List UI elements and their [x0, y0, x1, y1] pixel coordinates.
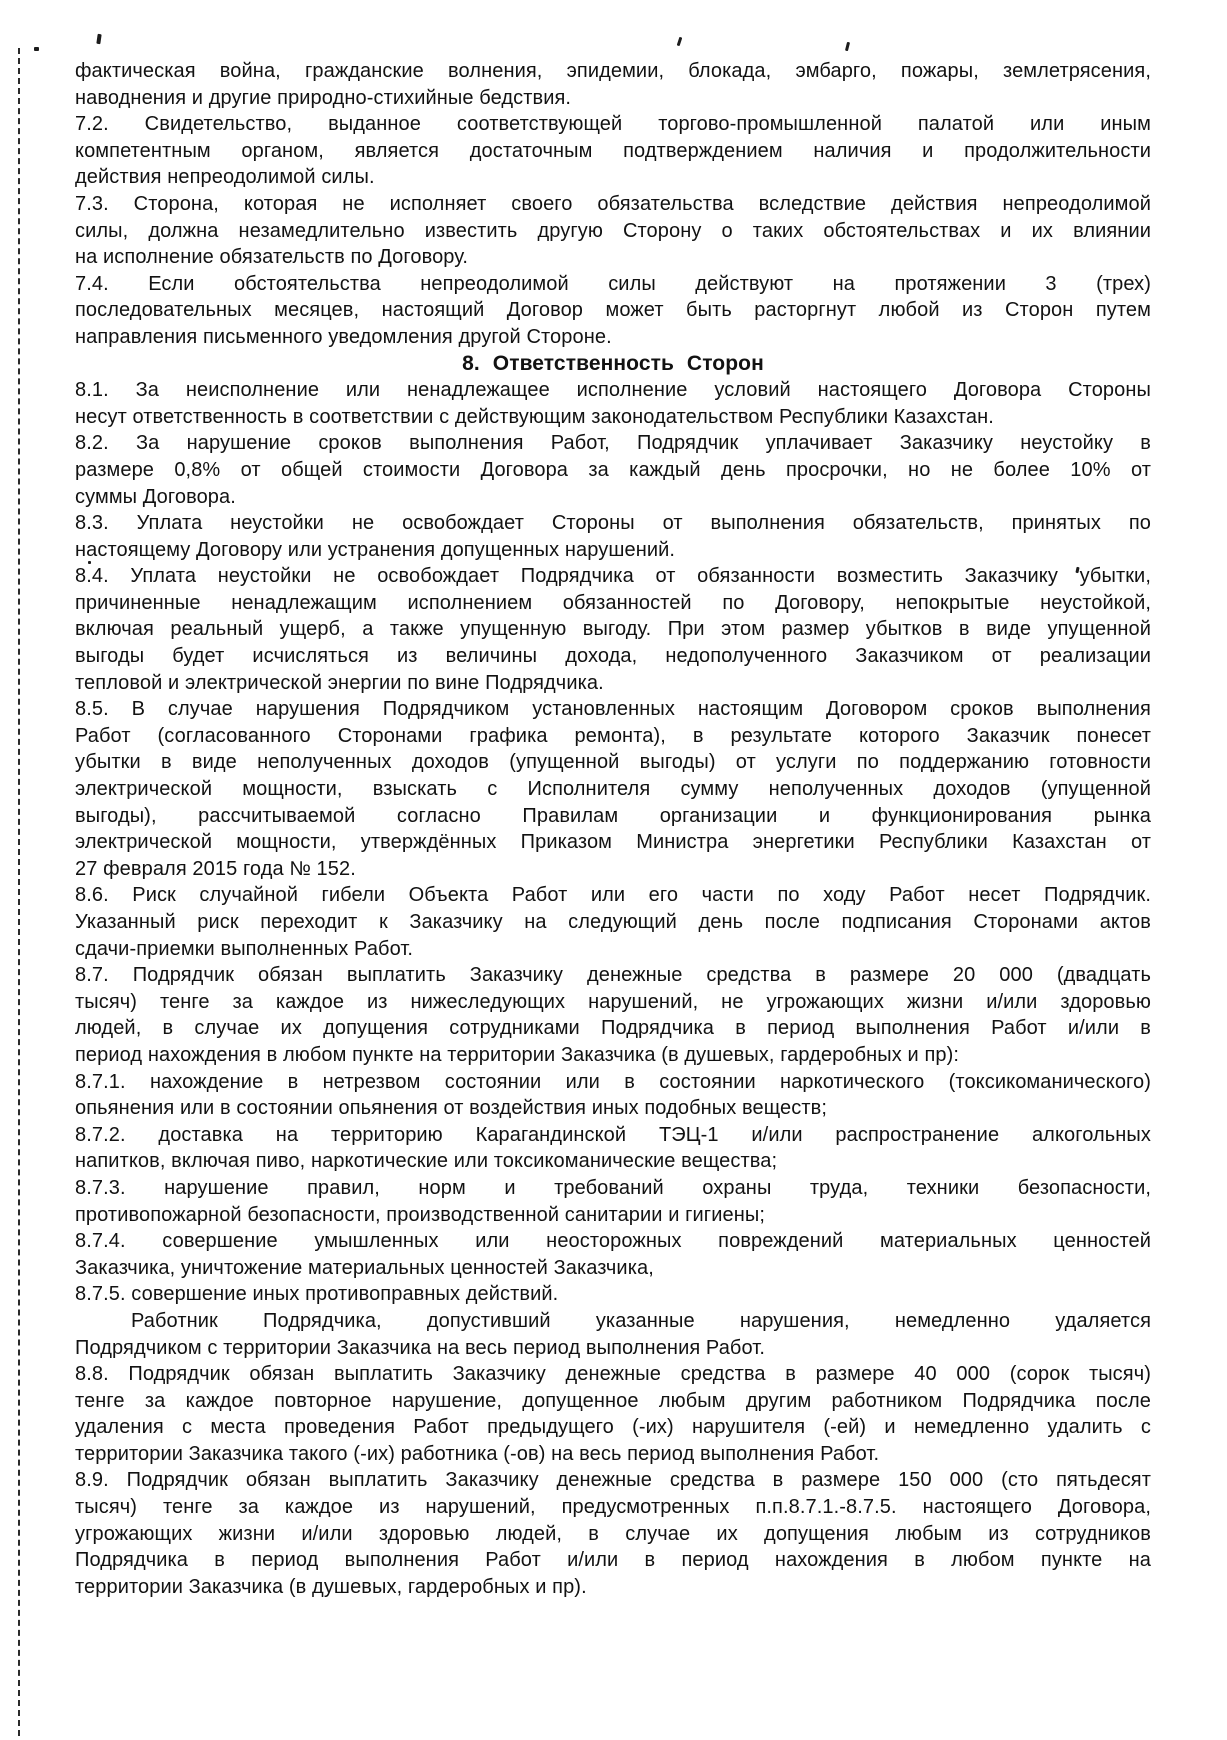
text-line: компетентным органом, является достаточным подтверждением наличия и продолжительности	[75, 139, 1151, 162]
paragraph-clause-7-3	[75, 191, 1151, 271]
section-8-heading	[75, 351, 1151, 378]
text-line: 27 февраля 2015 года № 152.	[75, 857, 356, 880]
text-line: последовательных месяцев, настоящий Договор может быть расторгнут любой из Сторон путем	[75, 299, 1151, 322]
paragraph-worker-removal-note	[75, 1308, 1151, 1361]
text-line: 8.5. В случае нарушения Подрядчиком установленных настоящим Договором сроков выполнения	[75, 698, 1151, 721]
text-line: 7.4. Если обстоятельства непреодолимой силы действуют на протяжении 3 (трех)	[75, 272, 1151, 295]
text-line: причиненные ненадлежащим исполнением обязанностей по Договору, непокрытые неустойкой,	[75, 591, 1151, 614]
text-line: Работ (согласованного Сторонами графика ремонта), в результате которого Заказчик понесет	[75, 724, 1151, 747]
text-line: удаления с места проведения Работ предыдущего (-их) нарушителя (-ей) и немедленно удалить с	[75, 1416, 1151, 1439]
text-line: территории Заказчика (в душевых, гардеробных и пр).	[75, 1575, 587, 1598]
paragraph-clause-8-6	[75, 882, 1151, 962]
text-line: электрической мощности, взыскать с Исполнителя сумму неполученных доходов (упущенной	[75, 778, 1151, 801]
paragraph-clause-8-5	[75, 696, 1151, 882]
paragraph-force-majeure-continuation	[75, 58, 1151, 111]
text-line: тысяч) тенге за каждое из нарушений, предусмотренных п.п.8.7.1.-8.7.5. настоящего Договора,	[75, 1496, 1151, 1519]
text-line: размере 0,8% от общей стоимости Договора за каждый день просрочки, но не более 10% от	[75, 458, 1151, 481]
scan-artifact-speck	[677, 37, 683, 46]
text-line: выгоды будет исчисляться из величины дохода, недополученного Заказчиком от реализации	[75, 645, 1151, 668]
text-line: настоящему Договору или устранения допущенных нарушений.	[75, 538, 676, 561]
paragraph-clause-8-1	[75, 377, 1151, 430]
text-line: 8.7. Подрядчик обязан выплатить Заказчику денежные средства в размере 20 000 (двадцать	[75, 964, 1151, 987]
paragraph-clause-7-4	[75, 271, 1151, 351]
paragraph-clause-8-7-4	[75, 1228, 1151, 1281]
text-line: силы, должна незамедлительно известить другую Сторону о таких обстоятельствах и их влиянии	[75, 219, 1151, 242]
paragraph-clause-8-8	[75, 1361, 1151, 1467]
text-line: тенге за каждое повторное нарушение, допущенное любым другим работником Подрядчика после	[75, 1389, 1151, 1412]
text-line: направления письменного уведомления другой Стороне.	[75, 325, 612, 348]
paragraph-clause-8-7-1	[75, 1069, 1151, 1122]
text-line: Указанный риск переходит к Заказчику на следующий день после подписания Сторонами актов	[75, 911, 1151, 933]
paragraph-clause-8-7	[75, 962, 1151, 1068]
text-line: действия непреодолимой силы.	[75, 166, 375, 189]
text-line: тепловой и электрической энергии по вине Подрядчика.	[75, 671, 604, 694]
document-text-block	[75, 58, 1151, 1600]
text-line: 8.4. Уплата неустойки не освобождает Подрядчика от обязанности возместить Заказчику убытки,	[75, 565, 1151, 588]
text-line: электрической мощности, утверждённых Приказом Министра энергетики Республики Казахстан от	[75, 831, 1151, 854]
page-left-dashed-edge	[18, 48, 20, 1736]
text-line: наводнения и другие природно-стихийные бедствия.	[75, 86, 572, 109]
paragraph-clause-8-2	[75, 430, 1151, 510]
text-line: людей, в случае их допущения сотрудниками Подрядчика в период выполнения Работ и/или в	[75, 1017, 1151, 1040]
paragraph-clause-8-7-2	[75, 1122, 1151, 1175]
text-line: угрожающих жизни и/или здоровью людей, в случае их допущения любым из сотрудников	[75, 1522, 1151, 1545]
paragraph-clause-8-7-5	[75, 1281, 1151, 1308]
text-line: 8.7.4. совершение умышленных или неосторожных повреждений материальных ценностей	[75, 1230, 1151, 1253]
scan-artifact-speck	[96, 34, 101, 44]
text-line: 8.8. Подрядчик обязан выплатить Заказчику денежные средства в размере 40 000 (сорок тысяч)	[75, 1363, 1151, 1386]
scan-artifact-speck	[845, 42, 850, 51]
text-line: 8.1. За неисполнение или ненадлежащее исполнение условий настоящего Договора Стороны	[75, 379, 1151, 402]
text-line: суммы Договора.	[75, 485, 236, 508]
text-line: Работник Подрядчика, допустивший указанные нарушения, немедленно удаляется	[131, 1309, 1151, 1332]
text-line: Заказчика, уничтожение материальных ценностей Заказчика,	[75, 1256, 654, 1279]
text-line: 7.3. Сторона, которая не исполняет своего обязательства вследствие действия непреодолимой	[75, 192, 1151, 215]
text-line: 7.2. Свидетельство, выданное соответствующей торгово-промышленной палатой или иным	[75, 113, 1151, 136]
paragraph-clause-7-2	[75, 111, 1151, 191]
text-line: Подрядчиком с территории Заказчика на весь период выполнения Работ.	[75, 1336, 765, 1359]
text-line: 8.7.2. доставка на территорию Карагандинской ТЭЦ-1 и/или распространение алкогольных	[75, 1123, 1151, 1146]
text-line: тысяч) тенге за каждое из нижеследующих нарушений, не угрожающих жизни и/или здоровью	[75, 990, 1151, 1013]
text-line: опьянения или в состоянии опьянения от воздействия иных подобных веществ;	[75, 1097, 828, 1120]
section-heading-text: 8. Ответственность Сторон	[462, 351, 764, 375]
text-line: 8.6. Риск случайной гибели Объекта Работ или его части по ходу Работ несет Подрядчик.	[75, 884, 1151, 907]
text-line: выгоды), рассчитываемой согласно Правилам организации и функционирования рынка	[75, 804, 1151, 827]
text-line: несут ответственность в соответствии с действующим законодательством Республики Казахстан.	[75, 405, 994, 428]
text-line: фактическая война, гражданские волнения, эпидемии, блокада, эмбарго, пожары, землетрясения,	[75, 60, 1151, 82]
text-line: 8.7.3. нарушение правил, норм и требований охраны труда, техники безопасности,	[75, 1176, 1151, 1199]
text-line: период нахождения в любом пункте на территории Заказчика (в душевых, гардеробных и пр):	[75, 1043, 960, 1066]
text-line: напитков, включая пиво, наркотические или токсикоманические вещества;	[75, 1150, 778, 1173]
text-line: 8.9. Подрядчик обязан выплатить Заказчику денежные средства в размере 150 000 (сто пятьдесят	[75, 1469, 1151, 1492]
text-line: сдачи-приемки выполненных Работ.	[75, 937, 414, 960]
text-line: убытки в виде неполученных доходов (упущенной выгоды) от услуги по поддержанию готовности	[75, 751, 1151, 774]
text-line: 8.7.5. совершение иных противоправных действий.	[75, 1283, 559, 1306]
text-line: 8.3. Уплата неустойки не освобождает Стороны от выполнения обязательств, принятых по	[75, 512, 1151, 535]
text-line: Подрядчика в период выполнения Работ и/или в период нахождения в любом пункте на	[75, 1549, 1151, 1572]
text-line: на исполнение обязательств по Договору.	[75, 246, 469, 269]
paragraph-clause-8-9	[75, 1467, 1151, 1600]
text-line: включая реальный ущерб, а также упущенную выгоду. При этом размер убытков в виде упущенной	[75, 618, 1151, 641]
text-line: 8.7.1. нахождение в нетрезвом состоянии или в состоянии наркотического (токсикоманического)	[75, 1070, 1151, 1093]
text-line: 8.2. За нарушение сроков выполнения Работ, Подрядчик уплачивает Заказчику неустойку в	[75, 432, 1151, 455]
text-line: противопожарной безопасности, производственной санитарии и гигиены;	[75, 1203, 765, 1226]
text-line: территории Заказчика такого (-их) работника (-ов) на весь период выполнения Работ.	[75, 1442, 880, 1465]
scan-artifact-speck	[34, 47, 39, 51]
paragraph-clause-8-4	[75, 563, 1151, 696]
paragraph-clause-8-7-3	[75, 1175, 1151, 1228]
paragraph-clause-8-3	[75, 510, 1151, 563]
